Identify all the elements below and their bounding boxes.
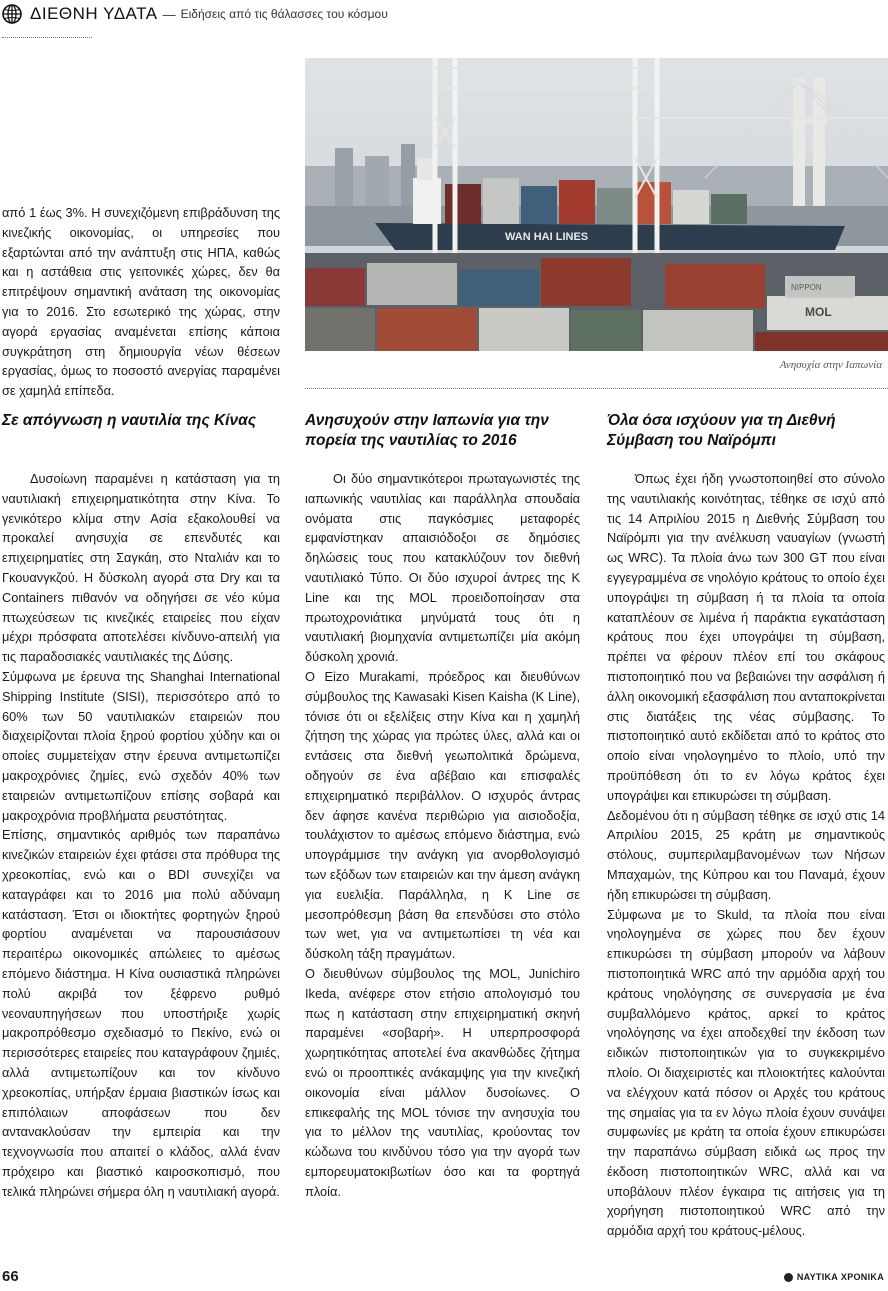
- page-header: [2, 1, 602, 27]
- brand-name: ΝΑΥΤΙΚΑ ΧΡΟΝΙΚΑ: [796, 1272, 884, 1282]
- intro-text: από 1 έως 3%. Η συνεχιζόμενη επιβράδυνση της κινεζικής οικονομίας, οι υπηρεσίες που εξαρτώνται από την ανάπτυξη στις ΗΠΑ, καθώς και η αστάθεια στις γειτονικές χώρες, δεν θα επιτρέψουν σημαντική ανάταση της οικονομίας για το 2016. Στο εσωτερικό της χώρας, στην αγορά εργασίας αναμένεται επίσης κάποια συγκράτηση στη δημιουργία νέων θέσεων εργασίας, όμως το ποσοστό ανεργίας παραμένει σε χαμηλά επίπεδα.: [2, 205, 280, 399]
- footer-brand: [784, 1272, 884, 1282]
- page-number: 66: [2, 1268, 19, 1285]
- section-title: ΔΙΕΘΝΗ ΥΔΑΤΑ: [30, 4, 158, 23]
- article-3-title: Όλα όσα ισχύουν για τη Διεθνή Σύμβαση του Ναϊρόμπι: [607, 412, 836, 449]
- photo-caption: Ανησυχία στην Ιαπωνία: [779, 359, 882, 371]
- article-2-paragraph: Ο διευθύνων σύμβουλος της MOL, Junichiro Ikeda, ανέφερε στον ετήσιο απολογισμό του πως η κατάσταση στην επιχειρηματική σκηνή παραμένει «σοβαρή». Η υπερπροσφορά χωρητικότητας αποτελεί ένα ακανθώδες ζήτημα ενώ οι προοπτικές ανάκαμψης για την κινεζική οικονομία είναι μάλλον δυσοίωνες. Ο επικεφαλής της MOL τόνισε την ανησυχία του για το μέλλον της ναυτιλίας, κρούοντας τον κώδωνα του κινδύνου τόσο για την αγορά των εμπορευματοκιβωτίων όσο και τα φορτηγά πλοία.: [305, 965, 580, 1199]
- container-text-mol: MOL: [805, 305, 832, 319]
- article-1-paragraph: Δυσοίωνη παραμένει η κατάσταση για τη ναυτιλιακή επιχειρηματικότητα στην Κίνα. Το γενικότερο κλίμα στην Ασία εξακολουθεί να προκαλεί ανησυχία σε επενδυτές και επιχειρηματίες στη Σαγκάη, στο Νταλιάν και το Γκουανγκζού. Η δύσκολη αγορά στα Dry και τα Containers πιθανόν να οδηγήσει σε νέο κύμα πτωχεύσεων τις κινεζικές εταιρείες που είχαν μέχρι πρόσφατα αποτελέσει κίνδυνο-απειλή για τις παραδοσιακές ναυτιλιακές της Δύσης.: [2, 471, 280, 665]
- article-2-paragraph: Ο Eizo Murakami, πρόεδρος και διευθύνων σύμβουλος της Kawasaki Kisen Kaisha (K Line), τόνισε ότι οι εξελίξεις στην Κίνα και η χαμηλή ζήτηση της χώρας για πρώτες ύλες, αλλά και οι εντάσεις στα διεθνή γεωπολιτικά δρώμενα, οδηγούν σε ένα αβέβαιο και επισφαλές επιχειρηματικό περιβάλλον. Ο ισχυρός άντρας δεν άφησε κανένα περιθώριο για αισιοδοξία, τουλάχιστον το αμέσως επόμενο διάστημα, ενώ υπογράμμισε την ανάγκη για ανορθολογισμό των εξόδων των εταιρειών και την άμεση ανάγκη για ευελιξία. Παράλληλα, η K Line σε μεσοπρόθεσμη βάση θα επενδύσει στο στόλο των wet, για να αντιμετωπίσει τη νέα και δύσκολη τάξη πραγμάτων.: [305, 668, 580, 962]
- article-1-paragraph: Επίσης, σημαντικός αριθμός των παραπάνω κινεζικών εταιρειών έχει φτάσει στα πρόθυρα της χρεοκοπίας, ενώ και ο BDI συνεχίζει να καταγράφει και το 2016 μια πολύ αδύναμη κατάσταση. Έτσι οι ιδιοκτήτες φορτηγών ξηρού φορτίου αναμένεται να παρουσιάσουν περαιτέρω οικονομικές απώλειες το αμέσως επόμενο διάστημα. Η Κίνα ουσιαστικά πληρώνει πολύ ακριβά τον ξέφρενο ρυθμό νεοναυπηγήσεων που υποστήριξε χωρίς μακροπρόθεσμο σχεδιασμό το Πεκίνο, ενώ οι περισσότερες εταιρείες που καταγράφουν ζημιές, αλλά αντιμετωπίζουν και τον κίνδυνο χρεοκοπίας, υπήρξαν έρμαια βιαστικών ίσως και επιπόλαιων αποφάσεων που δεν αντανακλούσαν την εμπειρία και την τεχνογνωσία που απαιτεί ο κλάδος, αλλά έναν πρόχειρο και βιαστικό καιροσκοπισμό, που τελικά πληρώνει σήμερα όλη η ναυτιλιακή αγορά.: [2, 827, 280, 1199]
- brand-logo-icon: [784, 1273, 793, 1282]
- article-2-paragraph: Οι δύο σημαντικότεροι πρωταγωνιστές της ιαπωνικής ναυτιλίας και παράλληλα σπουδαία ονόματα στις παγκόσμιες μεταφορές εμφανίστηκαν απαισιόδοξοι σε δημόσιες δηλώσεις τους που κατακλύζουν τον διεθνή ναυτιλιακό Τύπο. Οι δύο ισχυροί άντρες της K Line και της MOL προειδοποίησαν στα πρωτοχρονιάτικα μηνύματά τους ότι η ναυτιλιακή βιομηχανία αντιμετωπίζει μία ακόμη δύσκολη χρονιά.: [305, 471, 580, 665]
- article-2-body: [305, 469, 580, 1201]
- article-3-paragraph: Όπως έχει ήδη γνωστοποιηθεί στο σύνολο της ναυτιλιακής κοινότητας, τέθηκε σε ισχύ από τις 14 Απριλίου 2015 η Διεθνής Σύμβαση του Ναϊρόμπι για την ανέλκυση ναυαγίων (γνωστή ως WRC). Τα πλοία άνω των 300 GT που είναι εγγεγραμμένα σε νηολόγιο κράτους το οποίο έχει υπογράψει τη σύμβαση ή τα πλοία τα οποία καταπλέουν σε λιμένα ή παράκτια εγκατάσταση κράτους που έχει υπογράψει τη σύμβαση, πρέπει να φέρουν πλέον επί του σκάφους πιστοποιητικό που να βεβαιώνει την ασφάλιση ή άλλη οικονομική εξασφάλιση που ανταποκρίνεται στις διατάξεις της νέας σύμβασης. Το πιστοποιητικό αυτό εκδίδεται από το κράτος στο οποίο είναι νηολογημένο το πλοίο, υπό την προϋπόθεση ότι το εν λόγω κράτος έχει υπογράψει και επικυρώσει τη σύμβαση.: [607, 471, 885, 803]
- article-1-body: [2, 469, 280, 1201]
- globe-icon: [2, 4, 22, 24]
- article-2-title: Ανησυχούν στην Ιαπωνία για την πορεία της ναυτιλίας το 2016: [305, 412, 549, 449]
- ship-hull-text: WAN HAI LINES: [505, 231, 589, 243]
- port-photo: [305, 58, 888, 351]
- article-1-title: Σε απόγνωση η ναυτιλία της Κίνας: [2, 412, 256, 429]
- article-3-body: [607, 469, 885, 1241]
- section-dash: —: [162, 6, 176, 22]
- intro-paragraph: [2, 203, 280, 401]
- article-3-paragraph: Δεδομένου ότι η σύμβαση τέθηκε σε ισχύ στις 14 Απριλίου 2015, 25 κράτη με σημαντικούς στόλους, συμπεριλαμβανομένων των Νήσων Μπαχαμών, της Κύπρου και του Παναμά, έχουν ήδη επικυρώσει τη σύμβαση.: [607, 807, 885, 902]
- article-1-paragraph: Σύμφωνα με έρευνα της Shanghai International Shipping Institute (SISI), περισσότερο από το 60% των 50 ναυτιλιακών εταιρειών που διαχειρίζονται πλοία ξηρού φορτίου χύδην και οι οποίες συμμετείχαν στην έρευνα αντιμετωπίζει μακροχρόνιες ζημίες, ενώ σχεδόν 40% των εταιρειών αντιμετωπίζουν επίσης σοβαρά και μακροχρόνια προβλήματα ρευστότητας.: [2, 668, 280, 823]
- container-text-nippon: NIPPON: [791, 283, 822, 292]
- header-dotted-rule: [2, 37, 92, 38]
- photo-dotted-rule: [305, 388, 888, 389]
- article-3-paragraph: Σύμφωνα με το Skuld, τα πλοία που είναι νηολογημένα σε χώρες που δεν έχουν επικυρώσει τη σύμβαση μπορούν να λάβουν πιστοποιητικά WRC από την αρμόδια αρχή του κράτους νηολόγησης σε συνεργασία με ένα συμβαλλόμενο κράτος, αρκεί το κράτος νηολόγησης να έχει αποδεχθεί την έκδοση των ειδικών πιστοποιητικών για το συγκεκριμένο πλοίο. Οι διαχειριστές και πλοιοκτήτες καλούνται να ελέγχουν κατά πόσον οι Αρχές του κράτους της σημαίας για τα εν λόγω πλοία έχουν συνάψει συμφωνίες με κράτη τα οποία έχουν επικυρώσει την παραπάνω σύμβαση ειδικά ως προς την έκδοση πιστοποιητικών WRC, αλλά και να υποβάλουν πλέον έγκαιρα τις αιτήσεις για τη χορήγηση πιστοποιητικού WRC από την αρμόδια αρχή του κράτους-μέλους.: [607, 906, 885, 1239]
- section-subtitle: Ειδήσεις από τις θάλασσες του κόσμου: [180, 7, 388, 21]
